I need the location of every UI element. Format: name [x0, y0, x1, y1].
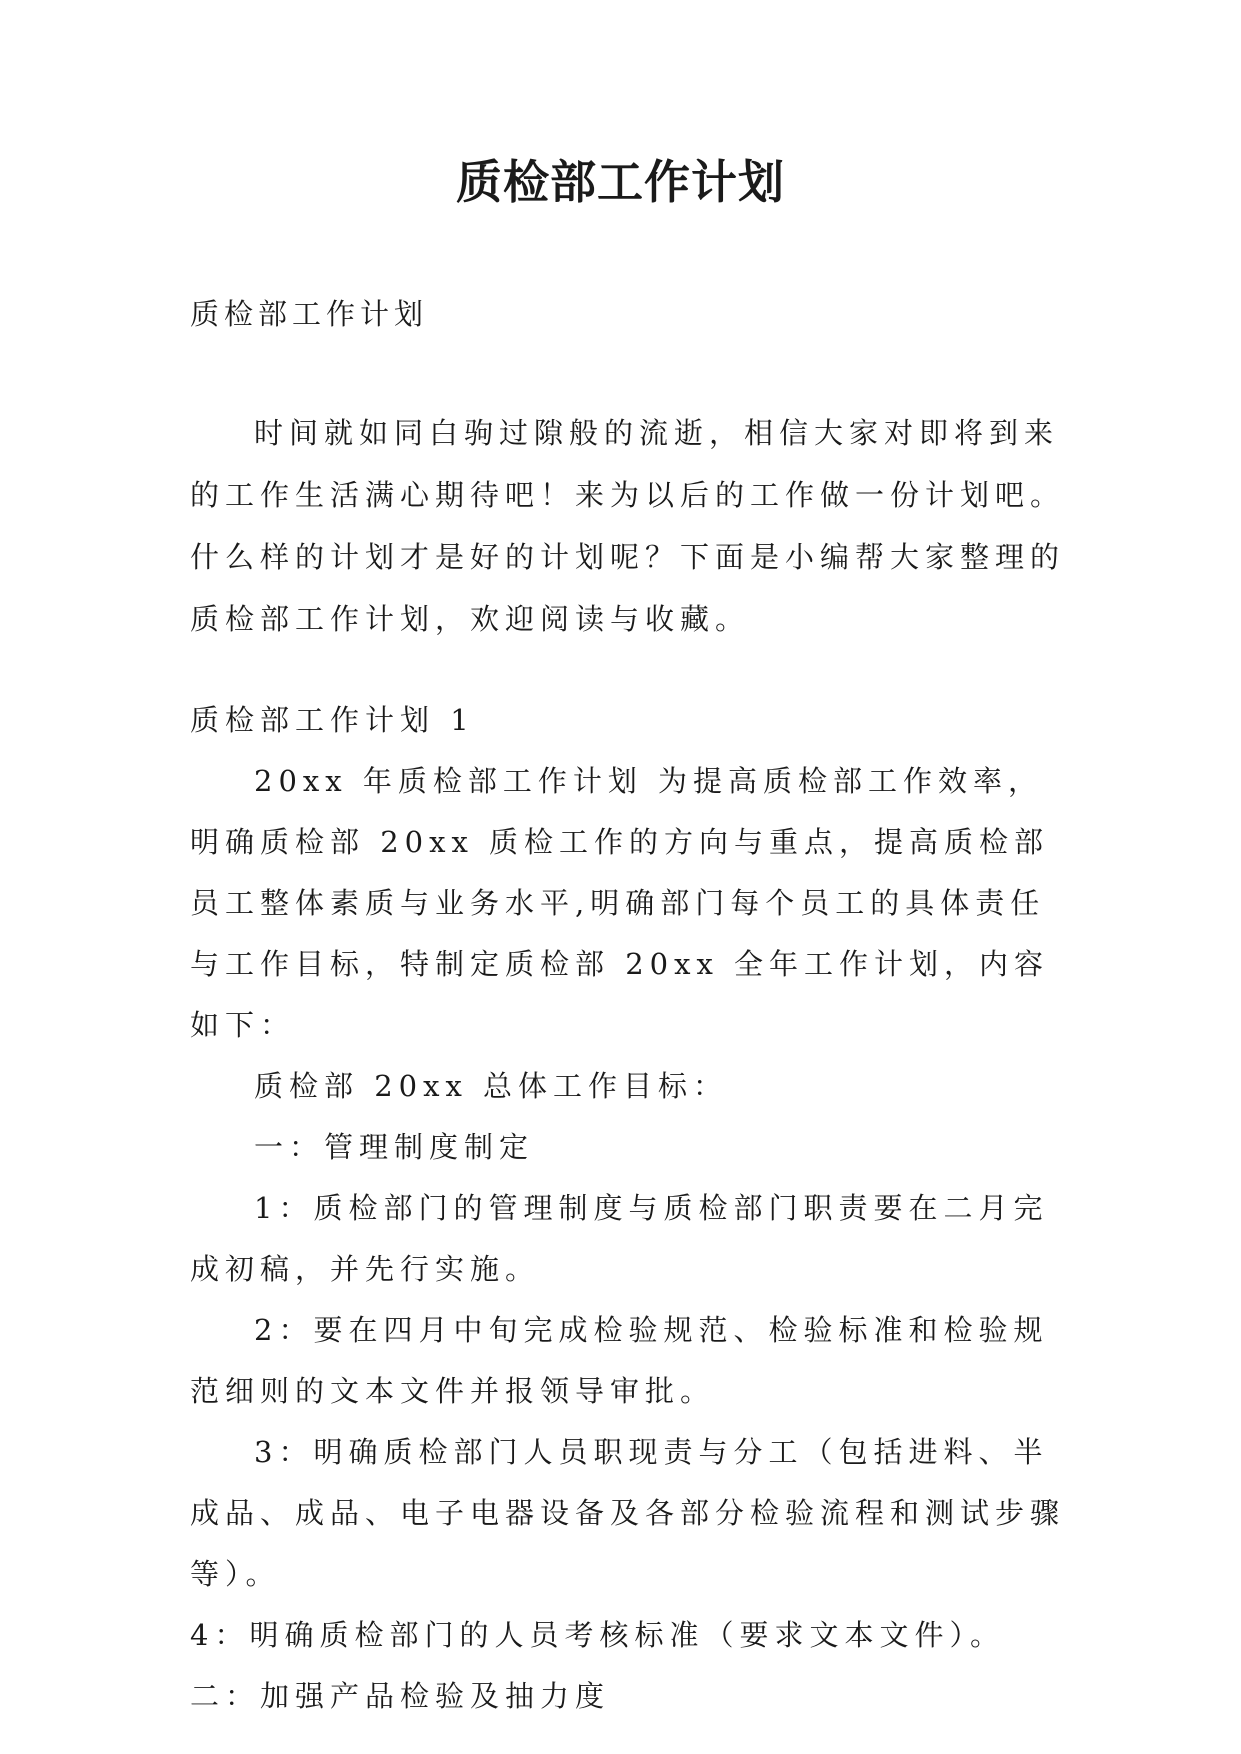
document-title: 质检部工作计划 [456, 155, 785, 209]
intro-paragraph: 时间就如同白驹过隙般的流逝，相信大家对即将到来的工作生活满心期待吧！来为以后的工作做一份计划吧。什么样的计划才是好的计划呢？下面是小编帮大家整理的质检部工作计划，欢迎阅读与收藏。 [190, 416, 1066, 636]
paragraph: 2：要在四月中旬完成检验规范、检验标准和检验规范细则的文本文件并报领导审批。 [190, 1313, 1049, 1408]
plan-section [190, 690, 1070, 1727]
paragraph: 1：质检部门的管理制度与质检部门职责要在二月完成初稿，并先行实施。 [190, 1191, 1049, 1286]
paragraph: 一：管理制度制定 [254, 1130, 535, 1164]
document-subtitle: 质检部工作计划 [190, 297, 429, 331]
paragraph: 质检部 20xx 总体工作目标： [254, 1069, 729, 1103]
paragraph: 20xx 年质检部工作计划 为提高质检部工作效率，明确质检部 20xx 质检工作的方向与重点，提高质检部员工整体素质与业务水平,明确部门每个员工的具体责任与工作目标，特制定质检部 20xx 全年工作计划，内容如下： [190, 764, 1050, 1042]
intro-section [190, 402, 1070, 650]
section-heading: 质检部工作计划 1 [190, 703, 475, 737]
paragraph: 4：明确质检部门的人员考核标准（要求文本文件）。 二：加强产品检验及抽力度 [190, 1618, 1005, 1713]
paragraph: 3：明确质检部门人员职现责与分工（包括进料、半成品、成品、电子电器设备及各部分检验流程和测试步骤等）。 [190, 1435, 1066, 1591]
